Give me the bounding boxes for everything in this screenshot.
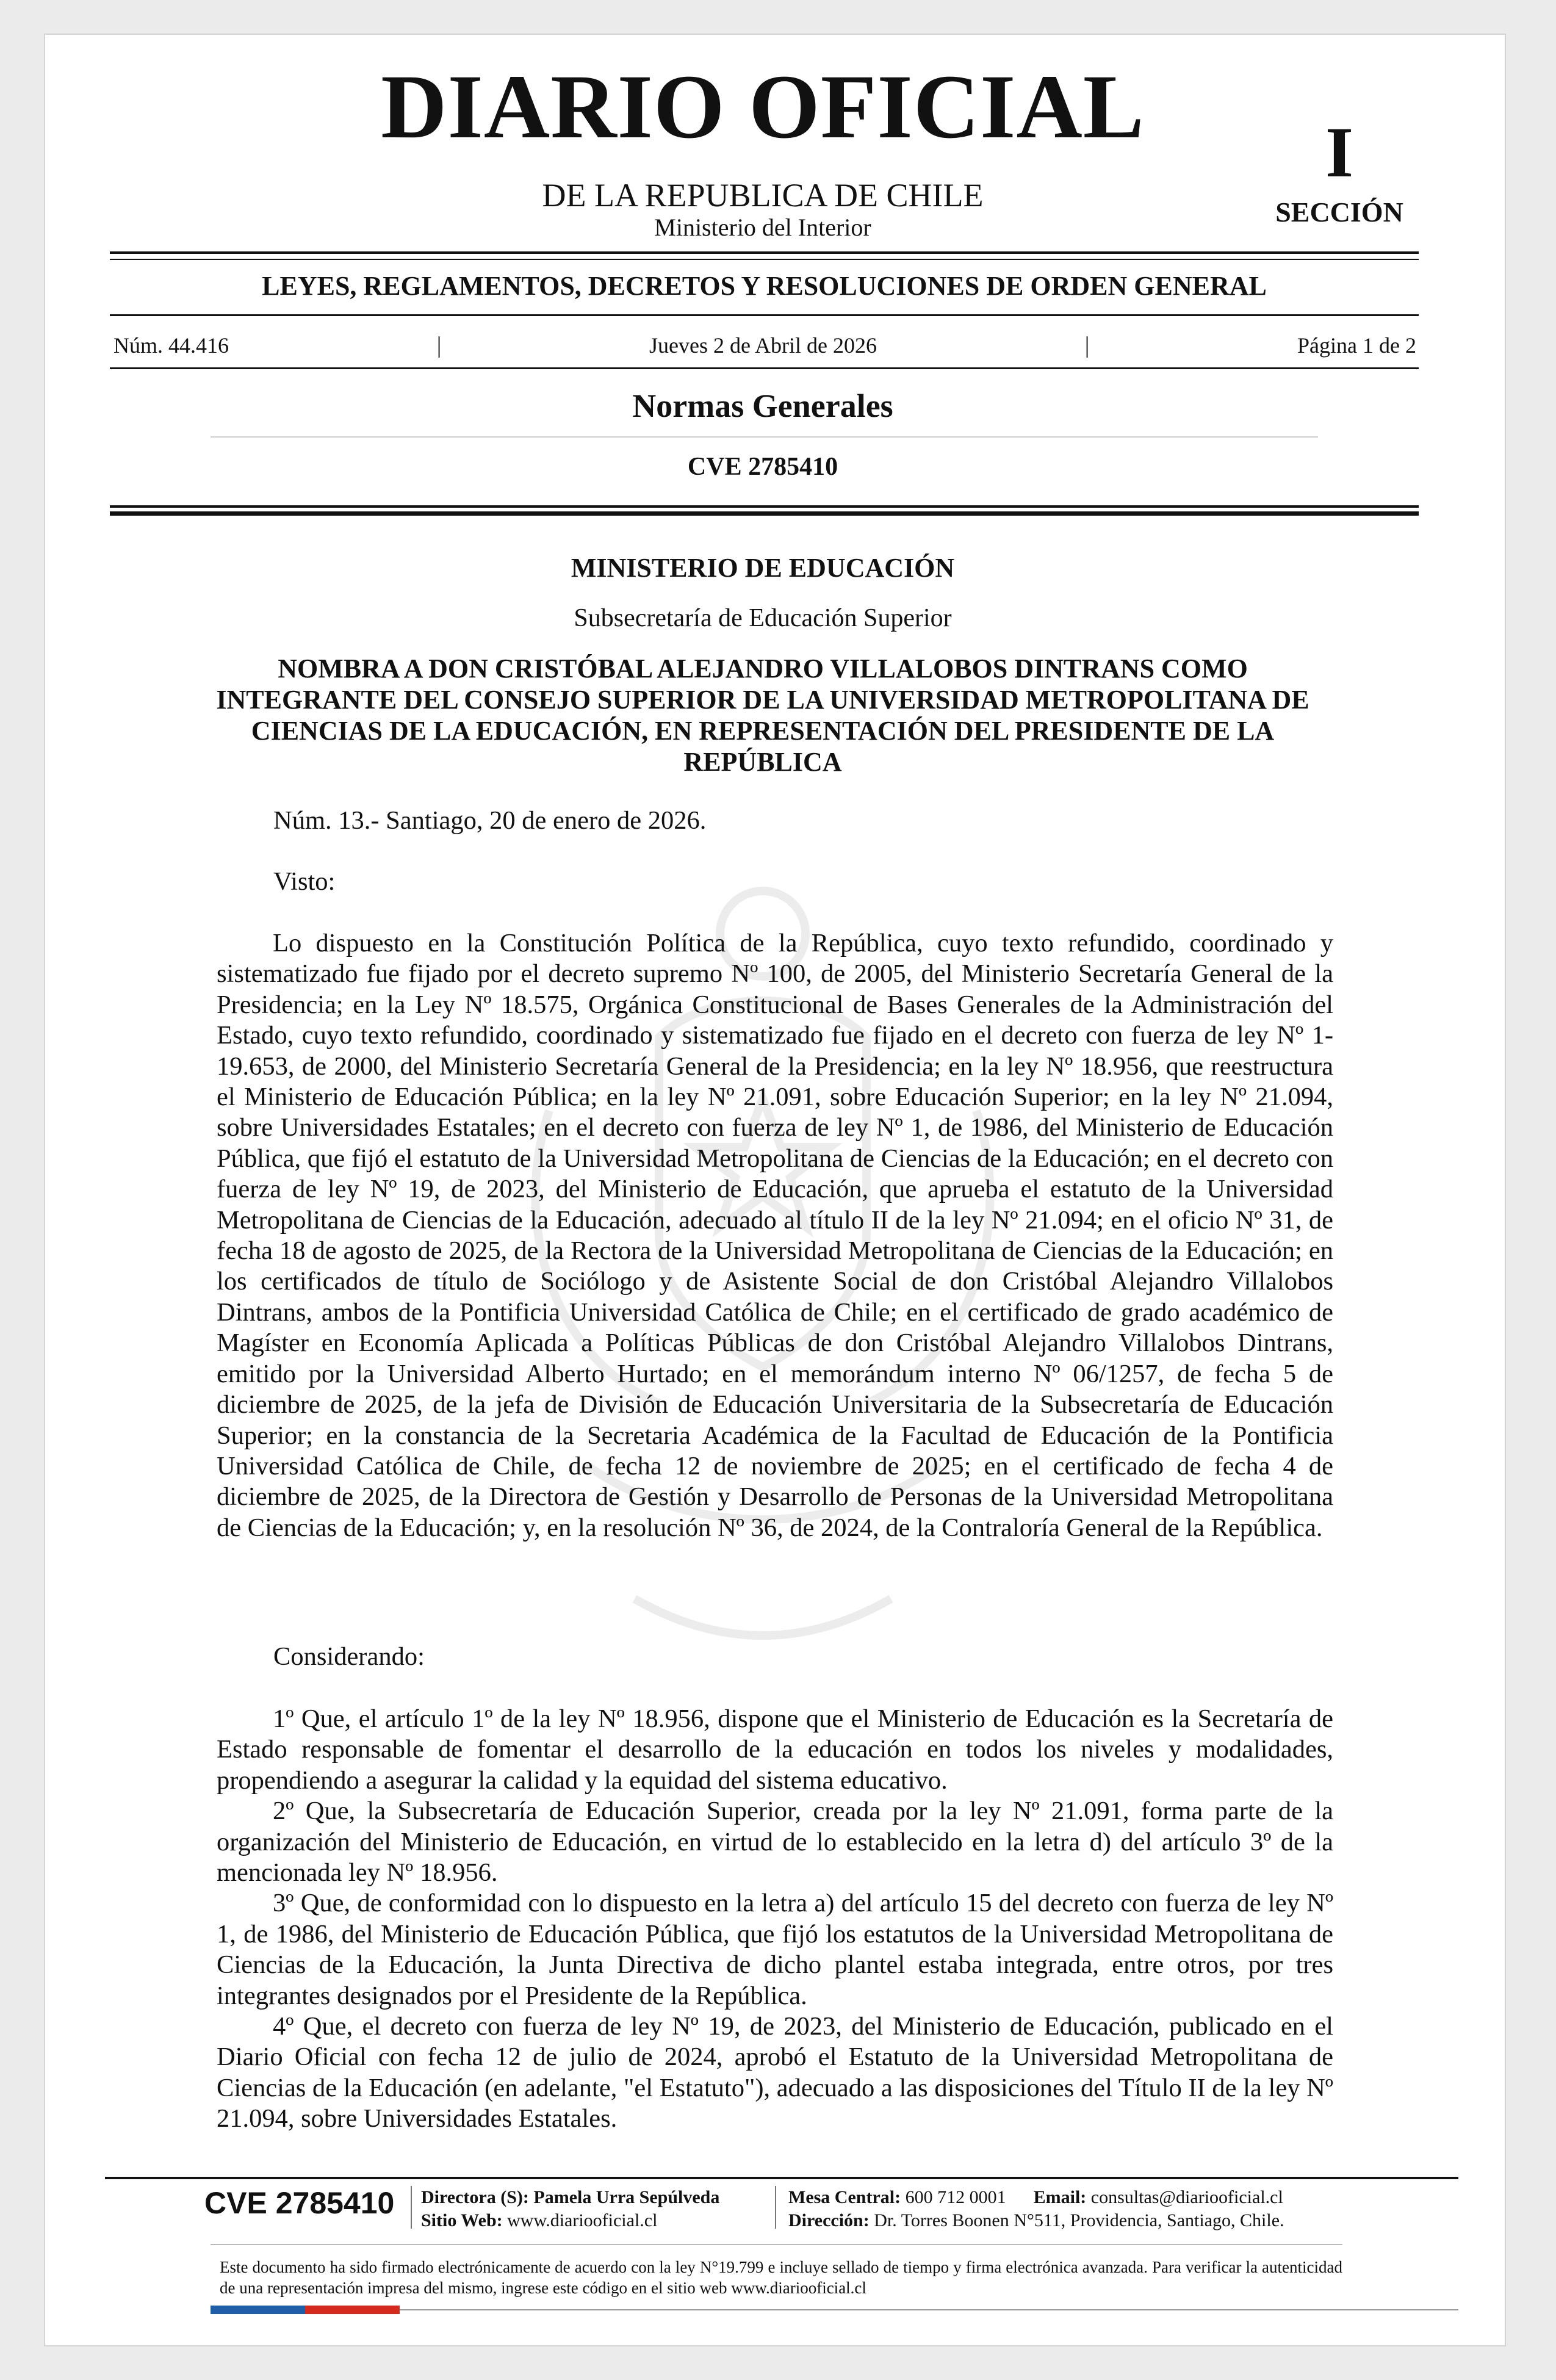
banner-top-rule-thin bbox=[110, 259, 1419, 260]
cve-code: CVE 2785410 bbox=[687, 453, 838, 481]
subsecretariat-heading: Subsecretaría de Educación Superior bbox=[574, 604, 952, 632]
considerando-item: 3º Que, de conformidad con lo dispuesto en la letra a) del artículo 15 del decreto con fuerza de ley Nº 1, de 1986, del Ministerio de Educación Pública, que fijó los estatutos de la Universidad Metropolitana de Ciencias de la Educación, la Junta Directiva de dicho plantel estaba integrada, entre otros, por tres integrantes designados por el Presidente de la República. bbox=[217, 1889, 1333, 2010]
issue-separator: | bbox=[1084, 333, 1090, 358]
header-bottom-rule-second bbox=[110, 511, 1419, 516]
considerando-item: 2º Que, la Subsecretaría de Educación Superior, creada por la ley Nº 21.091, forma parte de la organización del Ministerio de Educación, en virtud de lo establecido en la letra d) del artículo 3º de la mencionada ley Nº 18.956. bbox=[217, 1797, 1333, 1888]
phone-label: Mesa Central: bbox=[788, 2187, 901, 2207]
ministry-heading: MINISTERIO DE EDUCACIÓN bbox=[571, 553, 955, 583]
footer-top-rule bbox=[105, 2177, 1458, 2179]
director-label: Directora (S): bbox=[421, 2187, 529, 2207]
footer-mid-rule bbox=[211, 2244, 1342, 2245]
email-link[interactable]: consultas@diariooficial.cl bbox=[1090, 2187, 1283, 2207]
footer-director-block bbox=[421, 2186, 719, 2232]
section-banner: LEYES, REGLAMENTOS, DECRETOS Y RESOLUCIONES DE ORDEN GENERAL bbox=[262, 271, 1267, 301]
considerando-item: 1º Que, el artículo 1º de la ley Nº 18.956, dispone que el Ministerio de Educación es la Secretaría de Estado responsable de fomentar el desarrollo de la educación en todos los niveles y modalidades, propendiendo a asegurar la calidad y la equidad del sistema educativo. bbox=[217, 1704, 1333, 1795]
footer-signature-note: Este documento ha sido firmado electrónicamente de acuerdo con la ley N°19.799 e incluye sellado de tiempo y firma electrónica avanzada. Para verificar la autenticidad de una representación impresa del mismo, ingrese este código en el sitio web www.diariooficial.cl bbox=[220, 2258, 1342, 2297]
considerandos-list bbox=[217, 1704, 1333, 2135]
footer-contact-block bbox=[788, 2186, 1284, 2232]
flag-bar-blue bbox=[211, 2306, 305, 2314]
considerando-label: Considerando: bbox=[273, 1642, 425, 1671]
phone-value: 600 712 0001 bbox=[905, 2187, 1006, 2207]
header-bottom-rule bbox=[110, 505, 1419, 508]
footer-divider bbox=[411, 2186, 412, 2229]
issue-bottom-rule bbox=[110, 367, 1419, 369]
section-label: SECCIÓN bbox=[1275, 197, 1403, 228]
website-link[interactable]: www.diariooficial.cl bbox=[507, 2210, 658, 2230]
banner-bottom-rule bbox=[110, 314, 1419, 316]
issue-date: Jueves 2 de Abril de 2026 bbox=[649, 333, 877, 358]
address-value: Dr. Torres Boonen N°511, Providencia, Santiago, Chile. bbox=[874, 2210, 1284, 2230]
address-label: Dirección: bbox=[788, 2210, 870, 2230]
decree-number-line: Núm. 13.- Santiago, 20 de enero de 2026. bbox=[273, 806, 707, 835]
footer-cve-code: CVE 2785410 bbox=[204, 2186, 395, 2220]
considerando-item: 4º Que, el decreto con fuerza de ley Nº 19, de 2023, del Ministerio de Educación, publicado en el Diario Oficial con fecha 12 de julio de 2024, aprobó el Estatuto de la Universidad Metropolitana de Ciencias de la Educación (en adelante, "el Estatuto"), adecuado a las disposiciones del Título II de la ley Nº 21.094, sobre Universidades Estatales. bbox=[217, 2012, 1333, 2133]
banner-top-rule bbox=[110, 251, 1419, 254]
flag-bar-red bbox=[305, 2306, 400, 2314]
masthead-ministry: Ministerio del Interior bbox=[654, 214, 871, 241]
email-label: Email: bbox=[1033, 2187, 1087, 2207]
section-heading: Normas Generales bbox=[632, 388, 893, 424]
masthead-title: DIARIO OFICIAL bbox=[381, 56, 1145, 157]
issue-row bbox=[113, 328, 1416, 362]
website-label: Sitio Web: bbox=[421, 2210, 503, 2230]
issue-number: Núm. 44.416 bbox=[113, 333, 229, 358]
decree-title: NOMBRA A DON CRISTÓBAL ALEJANDRO VILLALOBOS DINTRANS COMO INTEGRANTE DEL CONSEJO SUPERIOR DE LA UNIVERSIDAD METROPOLITANA DE CIENCIAS DE LA EDUCACIÓN, EN REPRESENTACIÓN DEL PRESIDENTE DE LA REPÚBLICA bbox=[216, 654, 1309, 777]
page-indicator: Página 1 de 2 bbox=[1297, 333, 1416, 358]
visto-text: Lo dispuesto en la Constitución Política de la República, cuyo texto refundido, coordinado y sistematizado fue fijado por el decreto supremo Nº 100, de 2005, del Ministerio Secretaría General de la Presidencia; en la Ley Nº 18.575, Orgánica Constitucional de Bases Generales de la Administración del Estado, cuyo texto refundido, coordinado y sistematizado fue fijado en el decreto con fuerza de ley Nº 1-19.653, de 2000, del Ministerio Secretaría General de la Presidencia; en la ley Nº 18.956, que reestructura el Ministerio de Educación Pública; en la ley Nº 21.091, sobre Educación Superior; en la ley Nº 21.094, sobre Universidades Estatales; en el decreto con fuerza de ley Nº 1, de 1986, del Ministerio de Educación Pública, que fijó el estatuto de la Universidad Metropolitana de Ciencias de la Educación; en el decreto con fuerza de ley Nº 19, de 2023, del Ministerio de Educación, que aprueba el estatuto de la Universidad Metropolitana de Ciencias de la Educación, adecuado al título II de la ley Nº 21.094; en el oficio Nº 31, de fecha 18 de agosto de 2025, de la Rectora de la Universidad Metropolitana de Ciencias de la Educación; en los certificados de título de Sociólogo y de Asistente Social de don Cristóbal Alejandro Villalobos Dintrans, ambos de la Pontificia Universidad Católica de Chile; en el certificado de grado académico de Magíster en Economía Aplicada a Políticas Públicas de don Cristóbal Alejandro Villalobos Dintrans, emitido por la Universidad Alberto Hurtado; en el memorándum interno Nº 06/1257, de fecha 5 de diciembre de 2025, de la jefa de División de Educación Universitaria de la Subsecretaría de Educación Superior; en la constancia de la Secretaria Académica de la Facultad de Educación de la Pontificia Universidad Católica de Chile, de fecha 12 de noviembre de 2025; en el certificado de fecha 4 de diciembre de 2025, de la Directora de Gestión y Desarrollo de Personas de la Universidad Metropolitana de Ciencias de la Educación; y, en la resolución Nº 36, de 2024, de la Contraloría General de la República. bbox=[217, 929, 1333, 1542]
section-numeral: I bbox=[1325, 112, 1353, 192]
masthead-subtitle: DE LA REPUBLICA DE CHILE bbox=[542, 177, 984, 214]
footer-bottom-rule bbox=[400, 2309, 1458, 2310]
footer-divider bbox=[775, 2186, 776, 2229]
visto-paragraph bbox=[217, 928, 1333, 1543]
issue-separator: | bbox=[436, 333, 442, 358]
visto-label: Visto: bbox=[273, 867, 336, 896]
director-name: Pamela Urra Sepúlveda bbox=[533, 2187, 720, 2207]
normas-divider bbox=[211, 436, 1318, 438]
